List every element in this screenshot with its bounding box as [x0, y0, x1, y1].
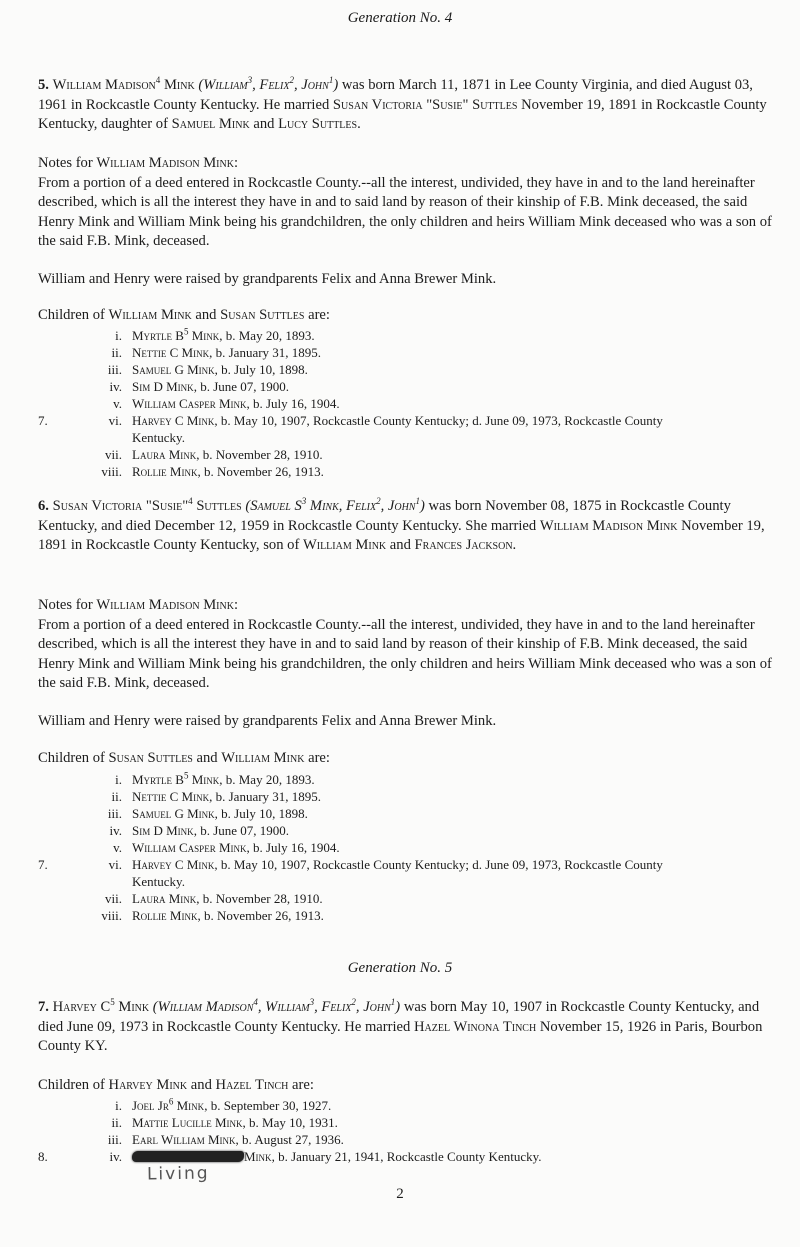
child-details: , b. June 07, 1900.	[193, 379, 290, 394]
child-details: , b. January 31, 1895.	[209, 789, 322, 804]
child-list-item	[0, 890, 800, 907]
child-list-item	[0, 907, 800, 924]
lineage: (William Madison$^4$, William$^3$, Felix$^2$, John$^1$)	[152, 997, 401, 1015]
child-name: Nettie C Mink	[132, 789, 210, 804]
person-surname: Suttles	[196, 498, 242, 514]
parent-name: Lucy Suttles	[278, 116, 358, 132]
child-details: , b. May 20, 1893.	[219, 328, 315, 343]
bio-text: was born May 10, 1907 in Rockcastle County Kentucky, and died June 09, 1973 in Rockcastle County Kentucky. He married	[38, 999, 760, 1035]
notes-text: From a portion of a deed entered in Rockcastle County.--all the interest, undivided, they have in and to the land hereinafter described, which is all the interest they have in and to said land by reason of their kinship of F.B. Mink deceased, the said Henry Mink and William Mink being his grandchildren, the only children and heirs William Mink deceased who was a son of the said F.B. Mink, deceased.	[38, 174, 772, 249]
generation-sup: 4	[155, 75, 161, 86]
entry-5-notes	[38, 154, 778, 252]
period: .	[357, 116, 361, 132]
generation-4-heading: Generation No. 4	[347, 10, 453, 26]
marriage-text: November 19, 1891 in Rockcastle County Kentucky, son of	[38, 517, 765, 553]
child-name: Harvey C Mink	[132, 857, 215, 872]
parent-name: William Mink	[302, 537, 387, 553]
roman-numeral: iv.	[109, 1149, 122, 1164]
person-name: Harvey C	[52, 999, 111, 1015]
conjunction: and	[389, 537, 411, 553]
child-details: , b. August 27, 1936.	[235, 1132, 344, 1147]
child-list-item	[0, 1131, 800, 1148]
child-details: , b. November 28, 1910.	[196, 891, 323, 906]
person-name: William Madison	[52, 77, 156, 93]
child-details: , b. November 26, 1913.	[197, 464, 324, 479]
marriage-text: November 19, 1891 in Rockcastle County Kentucky, daughter of	[38, 96, 767, 132]
roman-numeral: viii.	[101, 908, 122, 923]
spouse-name: William Madison Mink	[539, 517, 678, 534]
child-details: , b. January 31, 1895.	[209, 345, 322, 360]
child-name: Sim D Mink	[132, 823, 194, 838]
entry-6-notes	[38, 596, 778, 694]
person-surname: Mink	[163, 77, 195, 93]
bio-text: was born November 08, 1875 in Rockcastle County Kentucky, and died December 12, 1959 in Rockcastle County Kentucky. She married	[38, 498, 731, 534]
generation-sup: 5	[183, 326, 189, 337]
child-details: , b. January 21, 1941, Rockcastle County Kentucky.	[271, 1149, 542, 1164]
entry-number: 6.	[38, 498, 49, 514]
roman-numeral: i.	[115, 772, 122, 787]
child-details: , b. May 10, 1907, Rockcastle County Kentucky; d. June 09, 1973, Rockcastle County	[214, 413, 663, 428]
child-list-item	[0, 395, 800, 412]
generation-sup: 4	[188, 496, 193, 507]
child-list-item	[0, 856, 800, 889]
roman-numeral: i.	[115, 328, 122, 343]
child-name: Rollie Mink	[132, 464, 198, 479]
parent-name: Frances Jackson	[414, 537, 513, 553]
child-details: , b. May 10, 1907, Rockcastle County Kentucky; d. June 09, 1973, Rockcastle County	[214, 857, 663, 872]
child-details: , b. May 10, 1931.	[242, 1115, 338, 1130]
child-list-item	[0, 361, 800, 378]
child-list-item	[0, 839, 800, 856]
child-details: , b. July 10, 1898.	[214, 806, 308, 821]
child-list-item	[0, 822, 800, 839]
child-list-item	[0, 771, 800, 788]
notes-text: From a portion of a deed entered in Rockcastle County.--all the interest, undivided, they have in and to the land hereinafter described, which is all the interest they have in and to said land by reason of their kinship of F.B. Mink deceased, the said Henry Mink and William Mink being his grandchildren, the only children and heirs William Mink deceased who was a son of the said F.B. Mink, deceased.	[38, 616, 772, 691]
child-details-continued: Kentucky.	[132, 430, 185, 445]
parent-name: Samuel Mink	[171, 116, 250, 132]
roman-numeral: ii.	[111, 789, 122, 804]
spouse-name: Susan Victoria "Susie" Suttles	[332, 96, 518, 113]
roman-numeral: iv.	[109, 823, 122, 838]
roman-numeral: ii.	[111, 345, 122, 360]
child-list-item	[0, 378, 800, 395]
period: .	[512, 537, 517, 553]
entry-6-paragraph	[38, 497, 778, 556]
spouse-name: Hazel Winona Tinch	[413, 1018, 537, 1035]
child-name: Harvey C Mink	[132, 413, 215, 428]
child-name: Nettie C Mink	[132, 345, 210, 360]
child-name: Rollie Mink	[132, 908, 198, 923]
roman-numeral: ii.	[111, 1115, 122, 1130]
child-details: , b. November 28, 1910.	[196, 447, 323, 462]
roman-numeral: v.	[113, 840, 122, 855]
conjunction: and	[253, 116, 275, 132]
entry-5-paragraph	[38, 76, 778, 135]
child-list-item	[0, 1114, 800, 1131]
roman-numeral: vii.	[105, 891, 122, 906]
entry-number: 7.	[38, 999, 49, 1015]
child-details: , b. June 07, 1900.	[193, 823, 290, 838]
generation-sup: 5	[183, 770, 189, 781]
lineage: (William$^3$, Felix$^2$, John$^1$)	[198, 75, 339, 93]
child-name: Mattie Lucille Mink	[132, 1115, 243, 1130]
person-surname: Mink	[118, 999, 150, 1015]
descendant-ref-number: 7.	[38, 413, 48, 428]
entry-5-children-heading: Children of William Mink and Susan Suttles are:	[38, 307, 330, 323]
child-name: Earl William Mink	[132, 1132, 236, 1147]
child-list-item	[0, 327, 800, 344]
child-list-item	[0, 1148, 800, 1165]
child-details: , b. May 20, 1893.	[219, 772, 315, 787]
child-details: , b. July 16, 1904.	[246, 840, 340, 855]
entry-5-raised: William and Henry were raised by grandparents Felix and Anna Brewer Mink.	[38, 271, 497, 287]
child-details: , b. July 10, 1898.	[214, 362, 308, 377]
descendant-ref-number: 8.	[38, 1149, 48, 1164]
entry-number: 5.	[38, 77, 49, 93]
child-surname: Mink	[173, 1098, 205, 1113]
child-details-continued: Kentucky.	[132, 874, 185, 889]
roman-numeral: i.	[115, 1098, 122, 1113]
roman-numeral: iii.	[107, 806, 122, 821]
child-name: Samuel G Mink	[132, 362, 215, 377]
notes-heading: Notes for William Madison Mink:	[38, 155, 239, 171]
generation-5-heading: Generation No. 5	[347, 960, 453, 976]
child-list-item	[0, 1097, 800, 1114]
child-name: Laura Mink	[132, 891, 197, 906]
child-name: Myrtle B	[132, 772, 184, 787]
child-list-item	[0, 805, 800, 822]
roman-numeral: vi.	[108, 857, 122, 872]
roman-numeral: v.	[113, 396, 122, 411]
child-list-item	[0, 344, 800, 361]
child-details: , b. November 26, 1913.	[197, 908, 324, 923]
entry-6-raised: William and Henry were raised by grandparents Felix and Anna Brewer Mink.	[38, 713, 497, 729]
child-details: , b. July 16, 1904.	[246, 396, 340, 411]
lineage: (Samuel $S^3$ Mink, Felix$^2$, John$^1$)	[245, 496, 425, 514]
entry-7-children-heading: Children of Harvey Mink and Hazel Tinch are:	[38, 1077, 314, 1093]
descendant-ref-number: 7.	[38, 857, 48, 872]
child-surname: Mink	[188, 328, 220, 343]
person-name: Susan Victoria "Susie"	[52, 498, 189, 514]
child-name: Laura Mink	[132, 447, 197, 462]
entry-7-paragraph	[38, 998, 778, 1057]
redaction-mark	[132, 1151, 244, 1162]
child-list-item	[0, 446, 800, 463]
child-surname: Mink	[188, 772, 220, 787]
child-list-item	[0, 463, 800, 480]
child-name: Joel Jr	[132, 1098, 169, 1113]
roman-numeral: viii.	[101, 464, 122, 479]
child-name: Myrtle B	[132, 328, 184, 343]
notes-heading: Notes for William Madison Mink:	[38, 597, 239, 613]
child-list-item	[0, 412, 800, 445]
roman-numeral: vii.	[105, 447, 122, 462]
bio-text: was born March 11, 1871 in Lee County Virginia, and died August 03, 1961 in Rockcastle County Kentucky. He married	[38, 77, 753, 113]
child-name: Mink	[244, 1149, 272, 1164]
generation-sup: 6	[168, 1096, 174, 1107]
child-name: William Casper Mink	[132, 396, 247, 411]
child-name: Sim D Mink	[132, 379, 194, 394]
child-name: Samuel G Mink	[132, 806, 215, 821]
entry-6-children-heading: Children of Susan Suttles and William Mink are:	[38, 750, 330, 766]
roman-numeral: iv.	[109, 379, 122, 394]
roman-numeral: vi.	[108, 413, 122, 428]
roman-numeral: iii.	[107, 362, 122, 377]
handwritten-annotation: Living	[146, 1163, 210, 1185]
child-list-item	[0, 788, 800, 805]
marriage-text: November 15, 1926 in Paris, Bourbon County KY.	[38, 1018, 763, 1054]
child-name: William Casper Mink	[132, 840, 247, 855]
page-number: 2	[396, 1186, 404, 1202]
roman-numeral: iii.	[107, 1132, 122, 1147]
child-details: , b. September 30, 1927.	[204, 1098, 332, 1113]
generation-sup: 5	[110, 997, 115, 1008]
